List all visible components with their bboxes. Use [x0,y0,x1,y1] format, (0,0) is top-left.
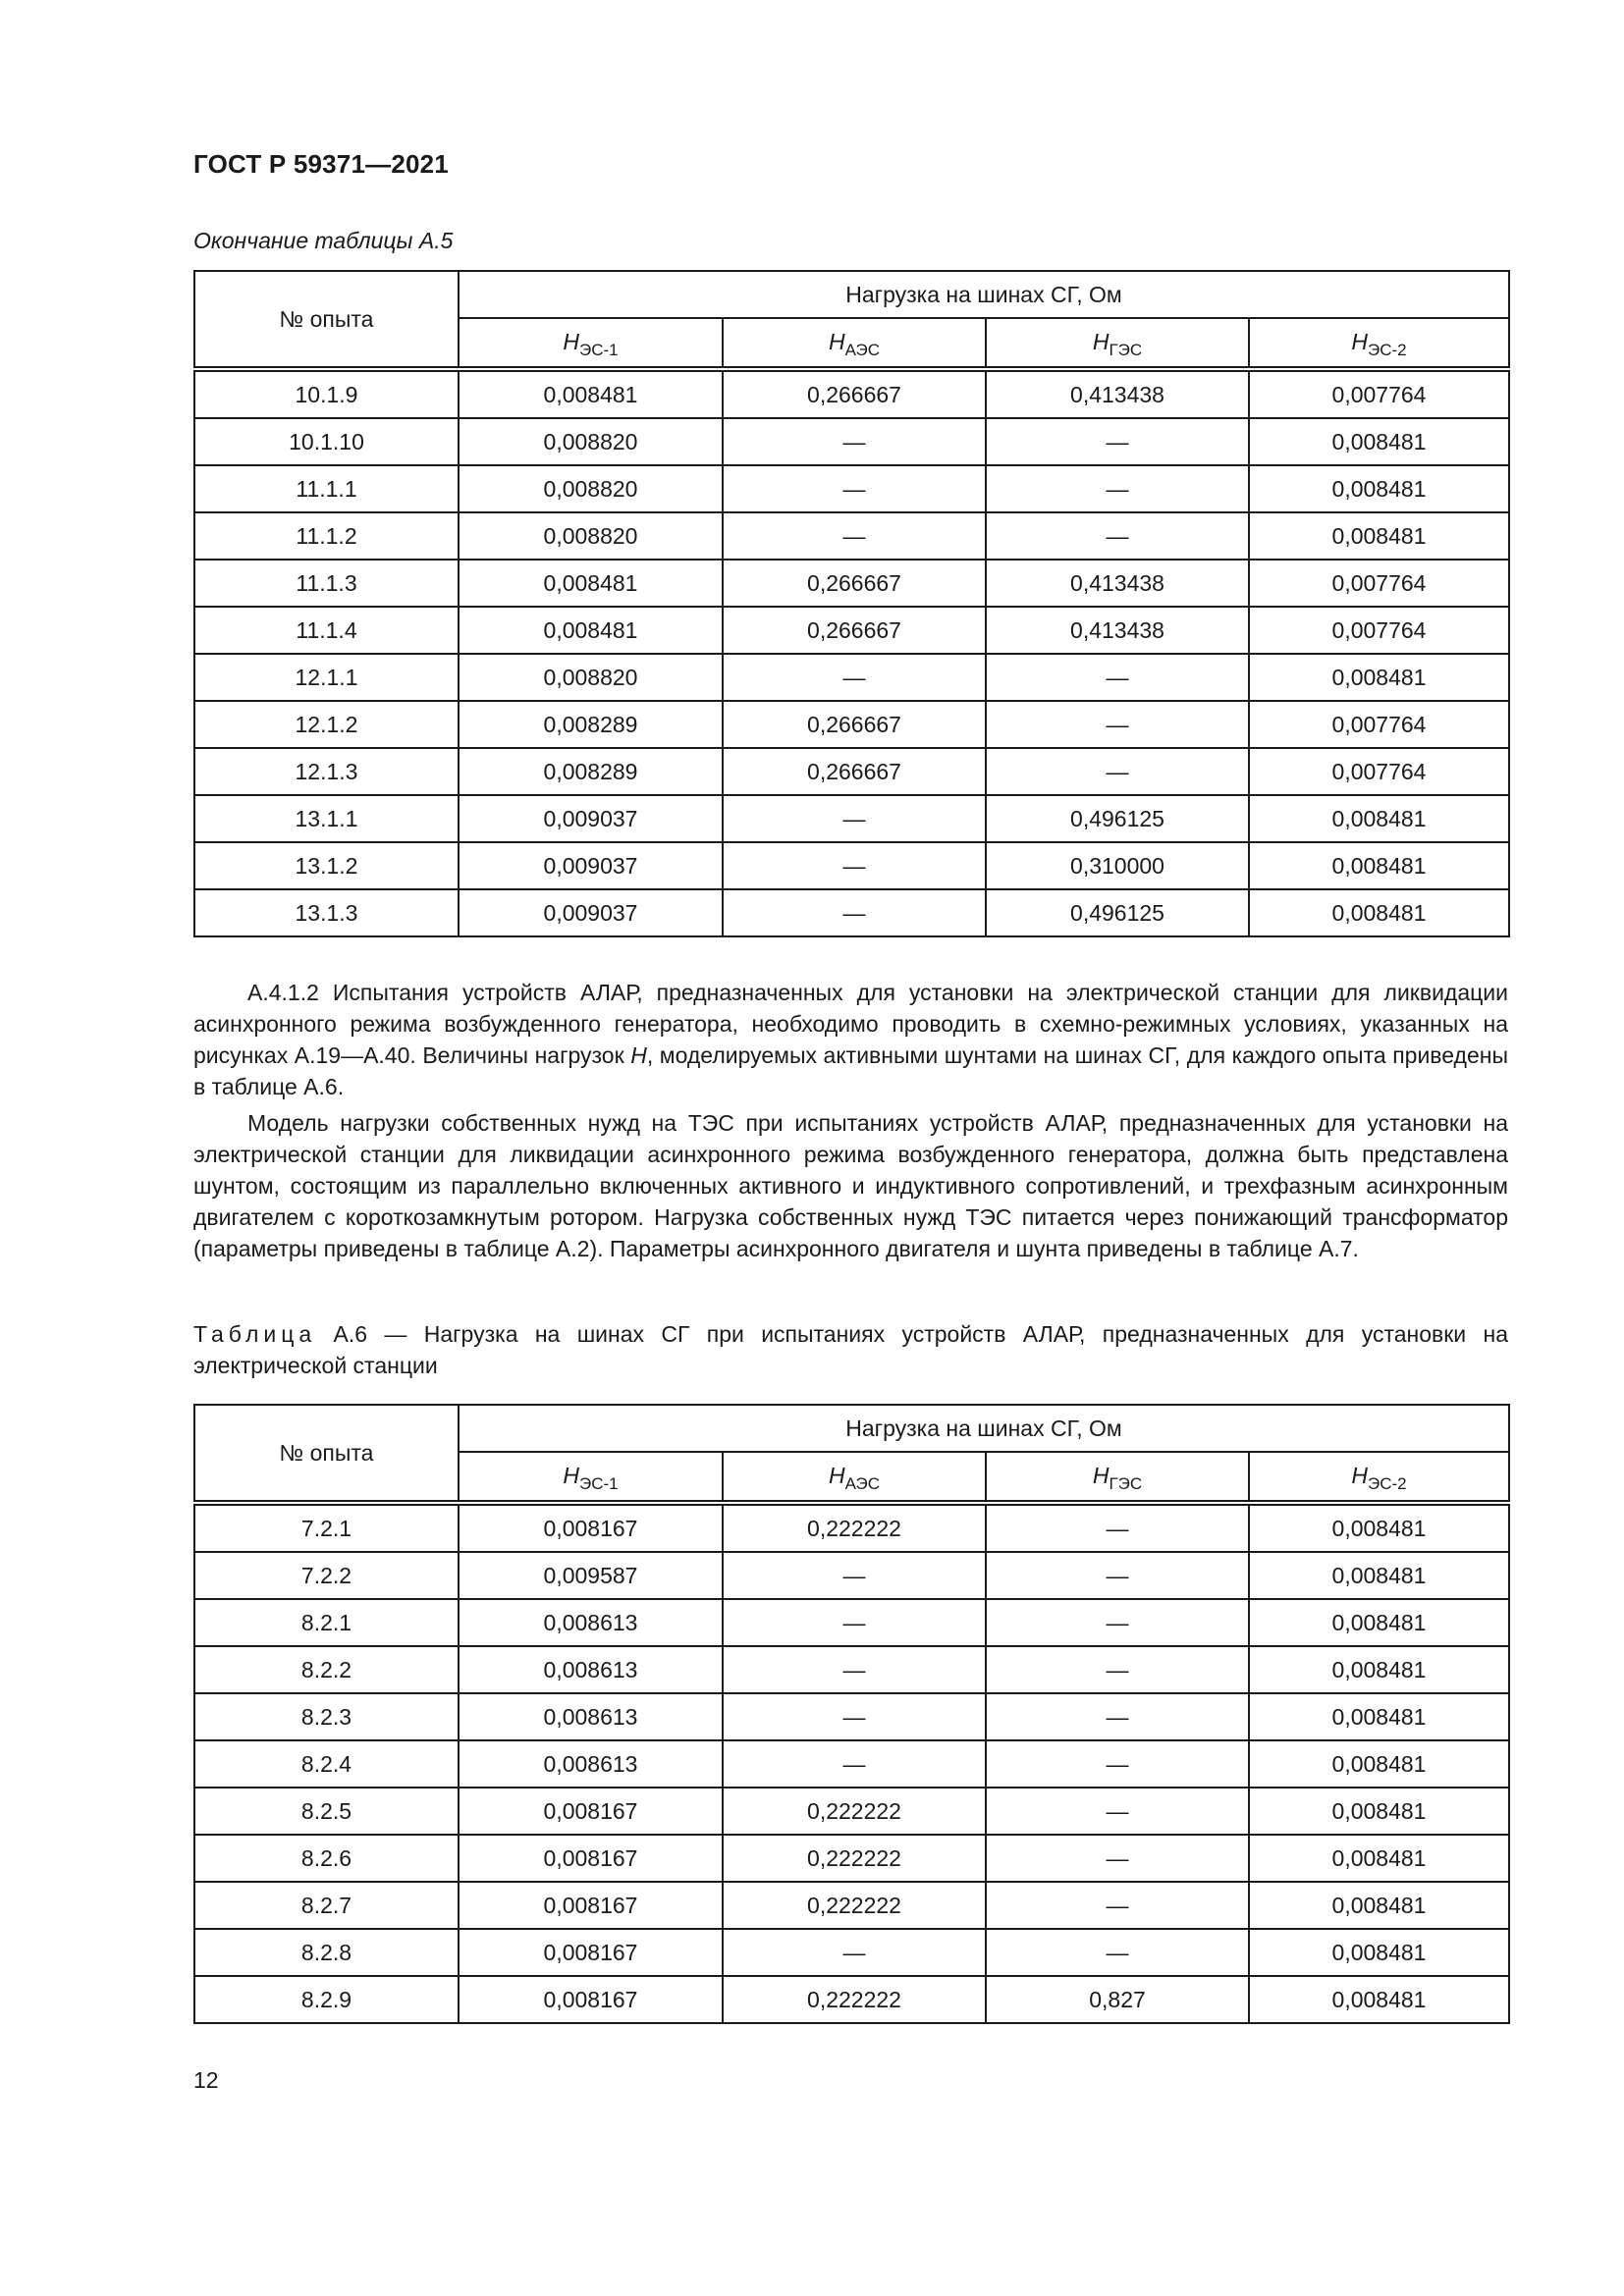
column-group-header-load: Нагрузка на шинах СГ, Ом [459,271,1509,318]
table-row [194,607,1509,654]
cell-h-ges: 0,413438 [986,369,1249,418]
cell-h-ges: — [986,1740,1249,1788]
table-row [194,465,1509,512]
cell-h-es1: 0,009037 [459,842,723,889]
cell-experiment-number: 8.2.2 [194,1646,459,1693]
column-header-h-aes: $H_{АЭС}$ [723,318,986,369]
cell-h-aes: 0,266667 [723,369,986,418]
page-number: 12 [193,2067,219,2093]
table-row [194,1976,1509,2023]
cell-h-aes: 0,266667 [723,748,986,795]
cell-h-ges: — [986,1882,1249,1929]
cell-h-ges: 0,496125 [986,889,1249,936]
cell-h-es1: 0,009037 [459,889,723,936]
cell-h-es2: 0,007764 [1249,748,1509,795]
cell-h-ges: — [986,701,1249,748]
table-row [194,1599,1509,1646]
cell-h-es2: 0,008481 [1249,1646,1509,1693]
cell-experiment-number: 8.2.3 [194,1693,459,1740]
cell-h-ges: — [986,512,1249,560]
cell-h-ges: 0,827 [986,1976,1249,2023]
cell-h-aes: 0,222222 [723,1503,986,1552]
cell-h-aes: 0,222222 [723,1882,986,1929]
cell-h-aes: — [723,1599,986,1646]
cell-h-ges: — [986,748,1249,795]
cell-h-es1: 0,008167 [459,1503,723,1552]
cell-experiment-number: 8.2.6 [194,1835,459,1882]
cell-h-es1: 0,008820 [459,418,723,465]
cell-h-aes: — [723,795,986,842]
cell-h-es1: 0,008481 [459,560,723,607]
column-header-experiment: № опыта [194,1405,459,1503]
cell-h-es2: 0,008481 [1249,1835,1509,1882]
cell-experiment-number: 8.2.7 [194,1882,459,1929]
cell-h-es1: 0,008820 [459,465,723,512]
cell-h-ges: — [986,654,1249,701]
cell-h-aes: 0,266667 [723,560,986,607]
cell-h-es1: 0,008167 [459,1835,723,1882]
cell-h-es2: 0,008481 [1249,465,1509,512]
cell-experiment-number: 8.2.9 [194,1976,459,2023]
table-a5-body [194,369,1509,936]
table-row [194,842,1509,889]
cell-h-es1: 0,008167 [459,1929,723,1976]
cell-h-aes: — [723,1646,986,1693]
table-row [194,560,1509,607]
cell-h-es2: 0,008481 [1249,1976,1509,2023]
table-row [194,1503,1509,1552]
table-row [194,1882,1509,1929]
cell-h-es2: 0,008481 [1249,1929,1509,1976]
cell-experiment-number: 13.1.1 [194,795,459,842]
cell-h-es2: 0,007764 [1249,607,1509,654]
table-row [194,512,1509,560]
cell-h-ges: — [986,1788,1249,1835]
cell-h-es1: 0,009037 [459,795,723,842]
cell-h-ges: 0,413438 [986,560,1249,607]
column-group-header-load: Нагрузка на шинах СГ, Ом [459,1405,1509,1452]
cell-h-es1: 0,008613 [459,1740,723,1788]
cell-h-ges: 0,413438 [986,607,1249,654]
cell-experiment-number: 7.2.1 [194,1503,459,1552]
cell-experiment-number: 12.1.3 [194,748,459,795]
cell-experiment-number: 8.2.5 [194,1788,459,1835]
table-row [194,369,1509,418]
cell-experiment-number: 12.1.1 [194,654,459,701]
cell-experiment-number: 7.2.2 [194,1552,459,1599]
paragraph-load-model: Модель нагрузки собственных нужд на ТЭС при испытаниях устройств АЛАР, предназначенных для установки на электрической станции для ликвидации асинхронного режима возбужденного генератора, должна быть представлена шунтом, состоящим из параллельно включенных активного и индуктивного сопротивлений, и трехфазным асинхронным двигателем с короткозамкнутым ротором. Нагрузка собственных нужд ТЭС питается через понижающий трансформатор (параметры приведены в таблице А.2). Параметры асинхронного двигателя и шунта приведены в таблице А.7. [193,1110,1508,1261]
cell-h-es1: 0,008613 [459,1599,723,1646]
cell-experiment-number: 13.1.2 [194,842,459,889]
cell-h-ges: — [986,1693,1249,1740]
cell-h-es2: 0,008481 [1249,1740,1509,1788]
table-row [194,1646,1509,1693]
cell-h-aes: 0,222222 [723,1835,986,1882]
cell-h-es2: 0,008481 [1249,889,1509,936]
cell-h-es1: 0,008481 [459,369,723,418]
cell-experiment-number: 8.2.4 [194,1740,459,1788]
column-header-experiment: № опыта [194,271,459,369]
table-a5 [193,270,1510,937]
cell-experiment-number: 10.1.9 [194,369,459,418]
cell-h-es2: 0,008481 [1249,1693,1509,1740]
cell-h-aes: 0,266667 [723,607,986,654]
cell-h-es2: 0,008481 [1249,795,1509,842]
cell-experiment-number: 8.2.8 [194,1929,459,1976]
cell-h-es1: 0,008613 [459,1646,723,1693]
cell-h-es2: 0,007764 [1249,369,1509,418]
cell-h-es1: 0,008820 [459,512,723,560]
cell-h-aes: — [723,1929,986,1976]
cell-experiment-number: 13.1.3 [194,889,459,936]
cell-h-aes: — [723,1552,986,1599]
table-row [194,1740,1509,1788]
table-row [194,418,1509,465]
table-a6-caption: Таблица А.6 — Нагрузка на шинах СГ при испытаниях устройств АЛАР, предназначенных для установки на электрической станции [193,1321,1508,1378]
cell-h-es1: 0,008481 [459,607,723,654]
cell-h-aes: — [723,512,986,560]
cell-experiment-number: 8.2.1 [194,1599,459,1646]
cell-experiment-number: 11.1.1 [194,465,459,512]
cell-h-es1: 0,008167 [459,1976,723,2023]
table-a6-body [194,1503,1509,2023]
cell-h-es2: 0,007764 [1249,560,1509,607]
cell-h-aes: 0,222222 [723,1788,986,1835]
table-a6 [193,1404,1510,2024]
cell-h-ges: — [986,1835,1249,1882]
cell-experiment-number: 11.1.4 [194,607,459,654]
column-header-h-es2: $H_{ЭС-2}$ [1249,318,1509,369]
cell-experiment-number: 12.1.2 [194,701,459,748]
cell-h-es1: 0,009587 [459,1552,723,1599]
column-header-h-es1: $H_{ЭС-1}$ [459,1452,723,1503]
cell-h-aes: — [723,465,986,512]
table-row [194,1693,1509,1740]
table-row [194,654,1509,701]
table-row [194,1835,1509,1882]
cell-h-ges: — [986,1929,1249,1976]
cell-h-es2: 0,008481 [1249,1503,1509,1552]
cell-experiment-number: 11.1.2 [194,512,459,560]
cell-h-es1: 0,008289 [459,701,723,748]
cell-h-aes: — [723,842,986,889]
cell-h-aes: — [723,889,986,936]
table-row [194,1929,1509,1976]
paragraph-a412: А.4.1.2 Испытания устройств АЛАР, предназначенных для установки на электрической станции для ликвидации асинхронного режима возбужденного генератора, необходимо проводить в схемно-режимных условиях, указанных на рисунках А.19—А.40. Величины нагрузок H, моделируемых активными шунтами на шинах СГ, для каждого опыта приведены в таблице А.6. [193,980,1508,1099]
document-code: ГОСТ Р 59371—2021 [193,149,449,179]
cell-h-es2: 0,008481 [1249,418,1509,465]
column-header-h-es1: $H_{ЭС-1}$ [459,318,723,369]
table-row [194,889,1509,936]
column-header-h-aes: $H_{АЭС}$ [723,1452,986,1503]
cell-h-aes: 0,266667 [723,701,986,748]
cell-h-ges: 0,310000 [986,842,1249,889]
cell-h-aes: — [723,418,986,465]
cell-experiment-number: 11.1.3 [194,560,459,607]
cell-h-ges: 0,496125 [986,795,1249,842]
cell-h-es1: 0,008167 [459,1788,723,1835]
cell-h-es2: 0,008481 [1249,1882,1509,1929]
cell-h-es2: 0,008481 [1249,1788,1509,1835]
table-a5-continuation-caption: Окончание таблицы А.5 [193,228,454,253]
cell-h-aes: — [723,1740,986,1788]
table-row [194,1552,1509,1599]
table-row [194,1788,1509,1835]
cell-h-aes: — [723,1693,986,1740]
table-row [194,701,1509,748]
column-header-h-ges: $H_{ГЭС}$ [986,1452,1249,1503]
table-row [194,795,1509,842]
cell-h-es2: 0,008481 [1249,1599,1509,1646]
cell-h-es1: 0,008167 [459,1882,723,1929]
cell-h-ges: — [986,1599,1249,1646]
cell-h-es2: 0,007764 [1249,701,1509,748]
cell-h-es2: 0,008481 [1249,842,1509,889]
cell-h-aes: — [723,654,986,701]
cell-h-es1: 0,008289 [459,748,723,795]
cell-h-ges: — [986,1552,1249,1599]
cell-h-ges: — [986,1646,1249,1693]
cell-h-es2: 0,008481 [1249,512,1509,560]
cell-h-es1: 0,008820 [459,654,723,701]
cell-h-es2: 0,008481 [1249,1552,1509,1599]
column-header-h-ges: $H_{ГЭС}$ [986,318,1249,369]
cell-h-ges: — [986,418,1249,465]
cell-h-aes: 0,222222 [723,1976,986,2023]
cell-h-es2: 0,008481 [1249,654,1509,701]
cell-experiment-number: 10.1.10 [194,418,459,465]
cell-h-ges: — [986,465,1249,512]
cell-h-es1: 0,008613 [459,1693,723,1740]
cell-h-ges: — [986,1503,1249,1552]
column-header-h-es2: $H_{ЭС-2}$ [1249,1452,1509,1503]
table-row [194,748,1509,795]
